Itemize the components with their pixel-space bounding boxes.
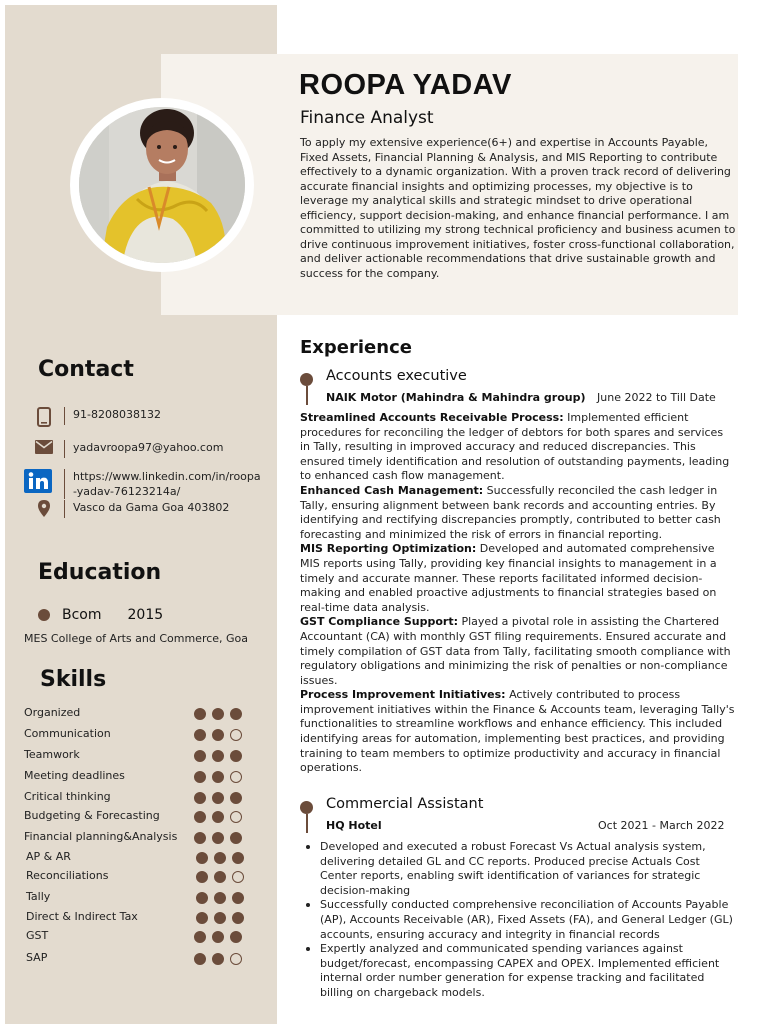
job-title: Finance Analyst bbox=[300, 108, 434, 128]
skill-name: AP & AR bbox=[26, 850, 71, 863]
career-objective: To apply my extensive experience(6+) and expertise in Accounts Payable, Fixed Assets, Financial Planning & Analysis, and MIS Reporting to contribute effectively to a dynamic organization. With a proven track record of delivering accurate financial insights and optimizing processes, my objective is to leverage my analytical skills and strategic mindset to drive operational efficiency, support decision-making, and enhance financial performance. I am committed to utilizing my strong technical proficiency and business acumen to drive continuous improvement initiatives, foster cross-functional collaboration, and deliver actionable recommendations that drive sustainable growth and success for the company. bbox=[300, 136, 736, 280]
skill-row bbox=[24, 769, 254, 785]
skill-rating bbox=[196, 871, 250, 883]
skill-name: Budgeting & Forecasting bbox=[24, 809, 160, 822]
skill-row bbox=[24, 830, 254, 846]
rating-dot-filled bbox=[194, 729, 206, 741]
rating-dot-filled bbox=[214, 871, 226, 883]
rating-dot-filled bbox=[212, 771, 224, 783]
rating-dot-empty bbox=[230, 771, 242, 783]
timeline-marker bbox=[300, 373, 314, 407]
mail-icon bbox=[24, 440, 64, 454]
portrait-illustration bbox=[79, 107, 245, 263]
job-2-responsibilities bbox=[300, 840, 734, 1001]
rating-dot-filled bbox=[214, 912, 226, 924]
skill-row bbox=[24, 910, 254, 926]
rating-dot-filled bbox=[232, 892, 244, 904]
linkedin-url[interactable]: https://www.linkedin.com/in/roopa-yadav-76123214a/ bbox=[73, 470, 261, 498]
skill-name: Organized bbox=[24, 706, 81, 719]
skill-name: GST bbox=[26, 929, 49, 942]
rating-dot-filled bbox=[230, 832, 242, 844]
skill-name: Tally bbox=[26, 890, 51, 903]
skill-rating bbox=[196, 912, 250, 924]
rating-dot-filled bbox=[214, 852, 226, 864]
skill-rating bbox=[194, 931, 248, 943]
location-pin-icon bbox=[24, 500, 64, 517]
achievement-item: Streamlined Accounts Receivable Process: Implemented efficient procedures for reconciling the ledger of debtors for both spares and services in Tally, resulting in improved accuracy and reduced discrepancies. This ensured timely identification and resolution of outstanding payments, leading to enhanced cash flow management. bbox=[300, 411, 730, 483]
timeline-marker bbox=[300, 801, 314, 835]
skill-name: Direct & Indirect Tax bbox=[26, 910, 138, 923]
skill-rating bbox=[194, 953, 248, 965]
graduation-year: 2015 bbox=[127, 607, 164, 623]
rating-dot-empty bbox=[230, 811, 242, 823]
achievement-item: Process Improvement Initiatives: Actively contributed to process improvement initiatives within the Finance & Accounts team, leveraging Tally's functionalities to streamline workflows and enhance efficiency. This included identifying areas for automation, implementing best practices, and providing training to team members to optimize productivity and accuracy in financial operations. bbox=[300, 688, 735, 775]
address: Vasco da Gama Goa 403802 bbox=[73, 501, 230, 514]
skill-row bbox=[24, 748, 254, 764]
rating-dot-filled bbox=[194, 771, 206, 783]
rating-dot-filled bbox=[212, 729, 224, 741]
contact-linkedin bbox=[24, 469, 263, 499]
rating-dot-filled bbox=[194, 708, 206, 720]
skills-heading: Skills bbox=[40, 667, 107, 692]
skill-row bbox=[24, 929, 254, 945]
skill-rating bbox=[194, 708, 248, 720]
list-item: Expertly analyzed and communicated spending variances against budget/forecast, encompassing CAPEX and OPEX. Implemented efficient internal order number generation for expense tracking and facilitated billing on chargeback models. bbox=[300, 942, 734, 1000]
list-item: Developed and executed a robust Forecast Vs Actual analysis system, delivering detailed GL and CC reports. Produced precise Actuals Cost Center reports, enabling swift identification of variances for strategic decision-making bbox=[300, 840, 734, 898]
phone-number: 91-8208038132 bbox=[73, 408, 161, 421]
rating-dot-filled bbox=[194, 792, 206, 804]
contact-phone bbox=[24, 407, 161, 427]
rating-dot-filled bbox=[232, 852, 244, 864]
rating-dot-filled bbox=[212, 931, 224, 943]
bullet-dot bbox=[38, 609, 50, 621]
rating-dot-filled bbox=[230, 931, 242, 943]
rating-dot-empty bbox=[230, 729, 242, 741]
achievement-item: GST Compliance Support: Played a pivotal role in assisting the Chartered Accountant (CA) with monthly GST filing requirements. Ensured accurate and timely compilation of GST data from Tally, facilitating smooth compliance with regulatory obligations and minimizing the risk of penalties or non-compliance issues. bbox=[300, 615, 731, 687]
rating-dot-filled bbox=[232, 912, 244, 924]
rating-dot-filled bbox=[230, 750, 242, 762]
rating-dot-filled bbox=[194, 750, 206, 762]
rating-dot-filled bbox=[196, 852, 208, 864]
job-1-title: Accounts executive bbox=[326, 368, 467, 384]
skill-name: SAP bbox=[26, 951, 48, 964]
rating-dot-filled bbox=[194, 931, 206, 943]
skill-rating bbox=[194, 811, 248, 823]
rating-dot-filled bbox=[230, 708, 242, 720]
experience-heading: Experience bbox=[300, 337, 412, 358]
contact-email bbox=[24, 440, 223, 458]
rating-dot-filled bbox=[212, 953, 224, 965]
rating-dot-filled bbox=[214, 892, 226, 904]
skill-rating bbox=[194, 771, 248, 783]
email-address[interactable]: yadavroopa97@yahoo.com bbox=[73, 441, 224, 454]
education-heading: Education bbox=[38, 560, 162, 585]
rating-dot-filled bbox=[196, 871, 208, 883]
skill-name: Teamwork bbox=[24, 748, 80, 761]
candidate-name: ROOPA YADAV bbox=[299, 69, 512, 101]
rating-dot-filled bbox=[212, 811, 224, 823]
skill-rating bbox=[194, 792, 248, 804]
contact-heading: Contact bbox=[38, 357, 134, 382]
education-entry bbox=[38, 607, 163, 623]
rating-dot-filled bbox=[194, 811, 206, 823]
job-2-dates: Oct 2021 - March 2022 bbox=[598, 819, 725, 832]
contact-divider bbox=[64, 440, 65, 458]
skill-name: Meeting deadlines bbox=[24, 769, 125, 782]
rating-dot-filled bbox=[196, 912, 208, 924]
skill-name: Communication bbox=[24, 727, 111, 740]
job-1-company: NAIK Motor (Mahindra & Mahindra group) bbox=[326, 391, 586, 404]
contact-address bbox=[24, 500, 229, 518]
job-2-company: HQ Hotel bbox=[326, 819, 382, 832]
skill-row bbox=[24, 809, 254, 825]
achievement-item: Enhanced Cash Management: Successfully reconciled the cash ledger in Tally, ensuring alignment between bank records and accounting entries. By identifying and rectifying discrepancies promptly, contributed to better cash forecasting and minimized the risk of errors in financial reporting. bbox=[300, 483, 721, 541]
degree: Bcom bbox=[62, 607, 102, 623]
list-item: Successfully conducted comprehensive reconciliation of Accounts Payable (AP), Accounts Receivable (AR), Fixed Assets (FA), and General Ledger (GL) accounts, ensuring accuracy and integrity in financial records bbox=[300, 898, 734, 942]
contact-divider bbox=[64, 407, 65, 425]
phone-icon bbox=[24, 407, 64, 427]
skill-name: Reconciliations bbox=[26, 869, 109, 882]
skill-row bbox=[24, 869, 254, 885]
skill-name: Critical thinking bbox=[24, 790, 111, 803]
skill-rating bbox=[194, 729, 248, 741]
skill-row bbox=[24, 790, 254, 806]
contact-divider bbox=[64, 500, 65, 518]
rating-dot-filled bbox=[194, 953, 206, 965]
skill-row bbox=[24, 727, 254, 743]
skill-rating bbox=[196, 892, 250, 904]
skill-rating bbox=[196, 852, 250, 864]
skill-row bbox=[24, 850, 254, 866]
skill-name: Financial planning&Analysis bbox=[24, 830, 178, 843]
linkedin-icon bbox=[24, 469, 64, 493]
skill-rating bbox=[194, 832, 248, 844]
rating-dot-filled bbox=[212, 750, 224, 762]
job-1-dates: June 2022 to Till Date bbox=[597, 391, 716, 404]
rating-dot-filled bbox=[230, 792, 242, 804]
rating-dot-filled bbox=[194, 832, 206, 844]
skill-row bbox=[24, 890, 254, 906]
rating-dot-filled bbox=[212, 708, 224, 720]
achievement-item: MIS Reporting Optimization: Developed and automated comprehensive MIS reports using Tally, providing key financial insights to management in a timely and accurate manner. These reports facilitated informed decision-making and enabled proactive adjustments to financial strategies based on real-time data analysis. bbox=[300, 542, 717, 614]
skill-rating bbox=[194, 750, 248, 762]
rating-dot-filled bbox=[196, 892, 208, 904]
job-1-achievements bbox=[300, 411, 736, 776]
contact-divider bbox=[64, 469, 65, 499]
school-name: MES College of Arts and Commerce, Goa bbox=[24, 632, 249, 645]
job-2-title: Commercial Assistant bbox=[326, 796, 484, 812]
rating-dot-filled bbox=[212, 792, 224, 804]
profile-photo bbox=[79, 107, 245, 263]
rating-dot-empty bbox=[232, 871, 244, 883]
skill-row bbox=[24, 951, 254, 967]
skill-row bbox=[24, 706, 254, 722]
rating-dot-empty bbox=[230, 953, 242, 965]
rating-dot-filled bbox=[212, 832, 224, 844]
